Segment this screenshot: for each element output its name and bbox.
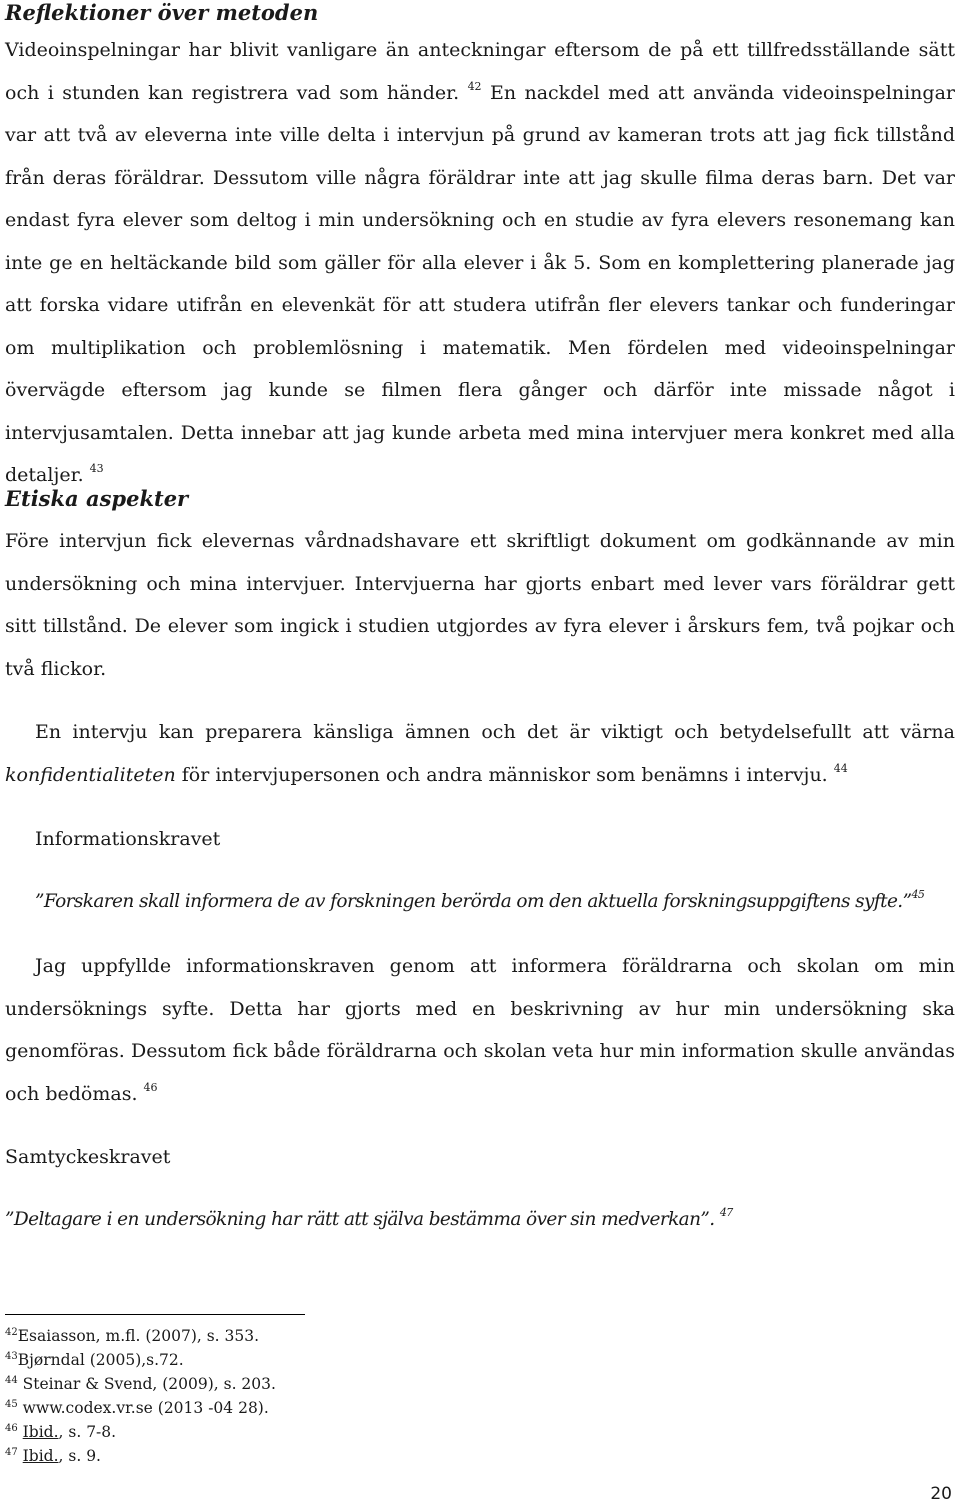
footnote-ref-46: 46 xyxy=(143,1080,158,1094)
footnote-ref-42: 42 xyxy=(467,79,482,93)
paragraph-information-fulfilled xyxy=(5,945,955,1115)
footnote-ref-47: 47 xyxy=(719,1206,733,1219)
quote-text: ”Forskaren skall informera de av forskningen berörda om den aktuella forskningsuppgiftens syfte.” xyxy=(35,891,912,912)
label-samtyckeskravet: Samtyckeskravet xyxy=(5,1146,171,1168)
paragraph-text: Jag uppfyllde informationskraven genom att informera föräldrarna och skolan om min undersöknings syfte. Detta har gjorts med en beskrivning av hur min undersökning ska genomföras. Dessutom fick både föräldrarna och skolan veta hur min information skulle användas och bedömas. xyxy=(5,955,955,1105)
label-informationskravet: Informationskravet xyxy=(35,828,221,850)
footnote-link-ibid[interactable]: Ibid. xyxy=(22,1423,59,1441)
footnote-ref-43: 43 xyxy=(89,462,104,475)
footnote-number: 46 xyxy=(5,1423,18,1434)
quote-consent xyxy=(5,1207,733,1233)
footnote-text: , s. 9. xyxy=(58,1447,101,1465)
footnote-number: 43 xyxy=(5,1351,18,1362)
footnote-number: 42 xyxy=(5,1327,18,1338)
footnote-text: Bjørndal (2005),s.72. xyxy=(17,1351,184,1369)
quote-information xyxy=(35,889,924,915)
footnote-46 xyxy=(5,1422,116,1442)
footnote-separator xyxy=(5,1314,305,1315)
section-heading-ethics: Etiska aspekter xyxy=(5,486,189,511)
footnote-42 xyxy=(5,1326,259,1346)
footnote-text: Esaiasson, m.fl. (2007), s. 353. xyxy=(17,1327,260,1345)
paragraph-text: En nackdel med att använda videoinspelningar var att två av eleverna inte ville delta i intervjun på grund av kameran trots att jag fick tillstånd från deras föräldrar. Dessutom ville några föräldrar inte att jag skulle filma deras barn. xyxy=(5,81,955,189)
footnote-47 xyxy=(5,1446,101,1466)
paragraph-text: Det var endast fyra elever som deltog i min undersökning och en studie av fyra elevers resonemang kan inte ge en heltäckande bild som gäller för alla elever i åk 5. Som en komplettering planerade jag att forska vidare utifrån en elevenkät för att studera utifrån fler elevers tankar och funderingar om multiplikation och problemlösning i matematik. Men fördelen med videoinspelningar övervägde eftersom jag kunde se filmen flera gånger och därför inte missade något i intervjusamtalen. Detta innebar att jag kunde arbeta med mina intervjuer mera konkret med alla detaljer. xyxy=(5,166,956,486)
paragraph-confidentiality xyxy=(5,711,955,796)
footnote-number: 45 xyxy=(5,1399,18,1410)
footnote-text: www.codex.vr.se (2013 -04 28). xyxy=(17,1399,269,1417)
quote-text: ”Deltagare i en undersökning har rätt att själva bestämma över sin medverkan”. xyxy=(5,1209,715,1230)
footnote-45 xyxy=(5,1398,269,1418)
paragraph-method-reflection xyxy=(5,29,955,497)
footnote-link-ibid[interactable]: Ibid. xyxy=(22,1447,59,1465)
paragraph-text: för intervjupersonen och andra människor som benämns i intervju. xyxy=(175,763,828,786)
paragraph-text: Videoinspelningar har blivit vanligare än anteckningar eftersom de på ett tillfredsställande sätt och i stunden kan registrera vad som händer. xyxy=(5,39,955,104)
footnote-number: 44 xyxy=(5,1375,18,1386)
footnote-text: , s. 7-8. xyxy=(58,1423,117,1441)
footnote-44 xyxy=(5,1374,276,1394)
footnote-number: 47 xyxy=(5,1447,18,1458)
footnote-43 xyxy=(5,1350,184,1370)
footnote-ref-45: 45 xyxy=(911,888,925,901)
paragraph-ethics: Före intervjun fick elevernas vårdnadshavare ett skriftligt dokument om godkännande av min undersökning och mina intervjuer. Intervjuerna har gjorts enbart med lever vars föräldrar gett sitt tillstånd. De elever som ingick i studien utgjordes av fyra elever i årskurs fem, två pojkar och två flickor. xyxy=(5,530,955,680)
section-heading-method: Reflektioner över metoden xyxy=(5,0,319,25)
footnote-ref-44: 44 xyxy=(833,761,848,775)
page-number: 20 xyxy=(930,1484,952,1504)
paragraph-text: En intervju kan preparera känsliga ämnen och det är viktigt och betydelsefullt att värna xyxy=(35,721,955,743)
italic-term: konfidentialiteten xyxy=(5,763,176,786)
footnote-text: Steinar & Svend, (2009), s. 203. xyxy=(17,1375,276,1393)
